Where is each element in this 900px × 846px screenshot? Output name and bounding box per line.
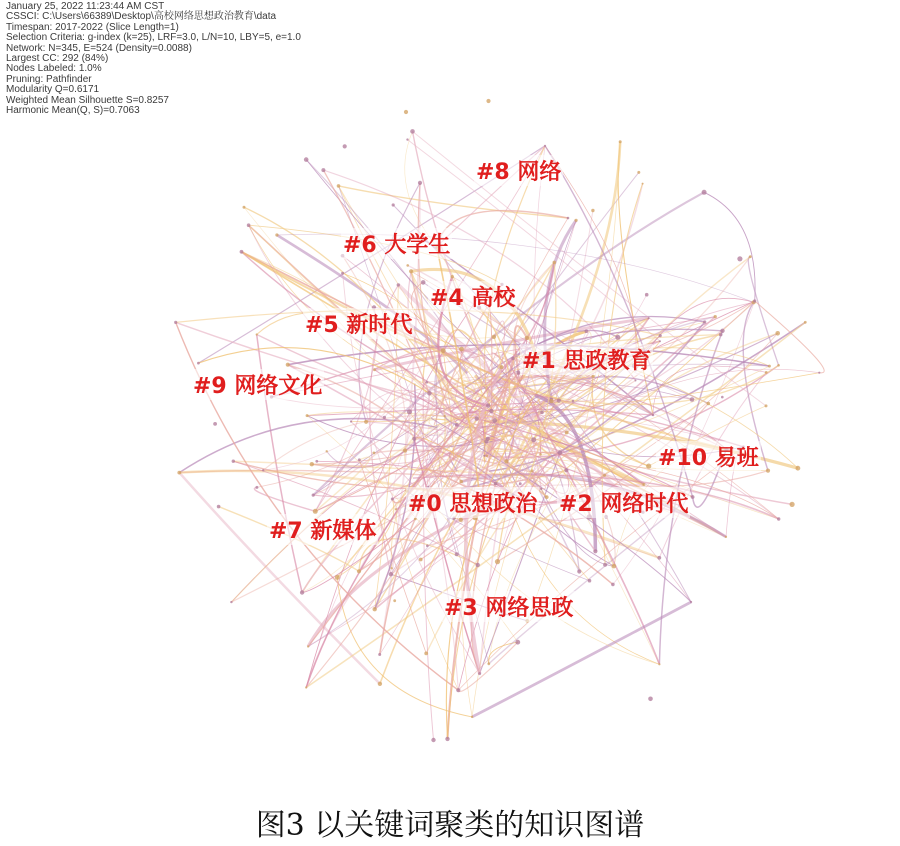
network-node <box>777 364 780 367</box>
info-date: January 25, 2022 11:23:44 AM CST <box>6 1 165 12</box>
network-node <box>637 171 640 174</box>
network-node <box>444 415 446 417</box>
network-node <box>378 653 381 656</box>
network-node <box>818 372 820 374</box>
network-node <box>492 418 497 423</box>
cluster-label-7: #7 新媒体 <box>267 514 378 545</box>
network-node <box>766 469 770 473</box>
network-node <box>540 488 542 490</box>
network-node <box>393 599 396 602</box>
network-node <box>557 399 561 403</box>
network-node <box>459 518 463 522</box>
network-node <box>720 329 724 333</box>
network-node <box>373 452 376 455</box>
network-node <box>230 601 232 603</box>
network-node <box>406 138 408 140</box>
network-node <box>659 334 662 337</box>
network-node <box>459 347 464 352</box>
network-node <box>177 471 181 475</box>
network-node <box>326 450 328 452</box>
network-node <box>483 455 485 457</box>
network-node <box>592 375 595 378</box>
network-node <box>603 474 606 477</box>
network-node <box>378 682 382 686</box>
network-node <box>404 110 408 114</box>
cluster-label-2: #2 网络时代 <box>557 487 690 518</box>
network-node <box>611 583 615 587</box>
network-node <box>652 414 654 416</box>
network-node <box>777 517 780 520</box>
network-node <box>790 502 795 507</box>
network-node <box>304 157 309 162</box>
network-node <box>445 737 449 741</box>
network-node <box>197 362 200 365</box>
network-node <box>391 567 393 569</box>
cluster-label-4: #4 高校 <box>428 281 517 312</box>
network-node <box>489 409 493 413</box>
network-node <box>558 450 563 455</box>
network-node <box>426 381 429 384</box>
network-node <box>397 283 400 286</box>
network-node <box>635 380 637 382</box>
network-node <box>515 640 520 645</box>
network-node <box>714 315 717 318</box>
network-node <box>642 183 644 185</box>
network-node <box>702 190 707 195</box>
network-node <box>648 317 650 319</box>
info-modularity: Modularity Q=0.6171 <box>6 84 100 96</box>
network-node <box>495 559 500 564</box>
network-node <box>419 558 423 562</box>
network-node <box>525 336 529 340</box>
network-node <box>455 423 459 427</box>
network-node <box>456 688 460 692</box>
network-node <box>591 209 594 212</box>
network-node <box>350 420 352 422</box>
cluster-label-10: #10 易班 <box>656 441 761 472</box>
network-node <box>478 672 481 675</box>
network-node <box>240 250 244 254</box>
network-node <box>441 348 446 353</box>
network-node <box>256 333 258 335</box>
cluster-label-5: #5 新时代 <box>303 308 414 339</box>
network-node <box>585 329 589 333</box>
network-node <box>409 269 413 273</box>
network-node <box>494 482 498 486</box>
network-node <box>300 590 304 594</box>
network-node <box>504 459 508 463</box>
network-node <box>315 460 318 463</box>
network-node <box>572 400 575 403</box>
network-node <box>648 697 653 702</box>
network-edges <box>176 131 824 740</box>
network-node <box>451 275 454 278</box>
network-node <box>531 469 534 472</box>
network-node <box>487 662 490 665</box>
network-node <box>749 255 752 258</box>
cluster-label-3: #3 网络思政 <box>442 591 575 622</box>
network-node <box>389 572 393 576</box>
network-node <box>247 223 251 227</box>
info-nodes-labeled: Nodes Labeled: 1.0% <box>6 63 102 75</box>
info-pruning: Pruning: Pathfinder <box>6 73 92 85</box>
network-node <box>612 564 617 569</box>
network-node <box>341 272 344 275</box>
cluster-label-9: #9 网络文化 <box>191 369 324 400</box>
network-node <box>312 494 315 497</box>
network-node <box>796 466 801 471</box>
network-node <box>357 569 361 573</box>
cluster-label-1: #1 思政教育 <box>520 344 653 375</box>
info-silhouette: Weighted Mean Silhouette S=0.8257 <box>6 94 169 106</box>
network-node <box>395 508 397 510</box>
info-harmonic-mean: Harmonic Mean(Q, S)=0.7063 <box>6 105 140 117</box>
network-node <box>306 414 309 417</box>
network-node <box>358 458 361 461</box>
network-node <box>275 233 278 236</box>
network-node <box>232 460 235 463</box>
network-node <box>418 181 422 185</box>
info-selection-criteria: Selection Criteria: g-index (k=25), LRF=3.0, L/N=10, LBY=5, e=1.0 <box>6 32 301 44</box>
network-node <box>737 256 742 261</box>
figure-caption: 图3 以关键词聚类的知识图谱 <box>255 808 645 843</box>
network-node <box>765 371 768 374</box>
cluster-label-6: #6 大学生 <box>341 228 452 259</box>
network-node <box>545 495 549 499</box>
network-node <box>721 396 724 399</box>
network-node <box>217 505 221 509</box>
cluster-label-0: #0 思想政治 <box>406 487 539 518</box>
network-node <box>567 217 570 220</box>
network-edge <box>704 192 755 301</box>
network-node <box>213 422 217 426</box>
network-node <box>174 321 177 324</box>
network-node <box>307 645 309 647</box>
network-node <box>364 420 368 424</box>
network-node <box>427 391 432 396</box>
network-node <box>657 556 661 560</box>
network-node <box>659 340 661 342</box>
network-node <box>588 579 592 583</box>
network-node <box>243 206 246 209</box>
network-node <box>753 299 756 302</box>
network-node <box>575 219 578 222</box>
network-node <box>544 145 546 147</box>
network-node <box>707 402 711 406</box>
network-node <box>412 437 416 441</box>
network-node <box>553 261 557 265</box>
network-node <box>484 439 488 443</box>
network-node <box>804 321 807 324</box>
network-node <box>619 140 622 143</box>
network-node <box>690 601 692 603</box>
network-node <box>459 480 463 484</box>
network-node <box>645 293 649 297</box>
network-node <box>486 99 490 103</box>
network-node <box>403 448 407 452</box>
network-node <box>455 552 459 556</box>
network-node <box>564 468 568 472</box>
network-node <box>286 363 290 367</box>
info-timespan: Timespan: 2017-2022 (Slice Length=1) <box>6 21 179 33</box>
network-node <box>255 486 258 489</box>
network-node <box>426 544 429 547</box>
network-node <box>768 365 771 368</box>
network-node <box>406 264 409 267</box>
network-node <box>690 397 695 402</box>
network-node <box>642 483 645 486</box>
network-node <box>646 464 651 469</box>
network-node <box>335 575 340 580</box>
info-network-size: Network: N=345, E=524 (Density=0.0088) <box>6 42 192 54</box>
citespace-info-panel <box>6 2 301 116</box>
network-node <box>539 453 542 456</box>
network-node <box>603 563 607 567</box>
network-node <box>549 399 553 403</box>
network-node <box>765 404 768 407</box>
network-node <box>262 469 264 471</box>
network-node <box>719 333 723 337</box>
network-node <box>383 416 386 419</box>
network-node <box>593 549 597 553</box>
network-node <box>500 365 504 369</box>
network-node <box>407 409 412 414</box>
network-node <box>410 129 415 134</box>
info-data-path: CSSCI: C:\Users\66389\Desktop\高校网络思想政治教育\data <box>6 11 277 23</box>
network-node <box>391 498 394 501</box>
network-node <box>321 168 325 172</box>
network-node <box>615 335 620 340</box>
network-node <box>392 203 395 206</box>
network-node <box>691 495 695 499</box>
network-node <box>658 663 660 665</box>
network-node <box>565 431 569 435</box>
network-node <box>486 455 488 457</box>
network-node <box>486 403 490 407</box>
network-node <box>337 184 341 188</box>
cluster-label-8: #8 网络 <box>474 155 563 186</box>
network-node <box>703 320 706 323</box>
network-node <box>343 144 347 148</box>
network-node <box>531 437 536 442</box>
info-largest-cc: Largest CC: 292 (84%) <box>6 53 109 65</box>
network-node <box>577 569 581 573</box>
network-node <box>540 411 544 415</box>
network-node <box>511 357 514 360</box>
network-node <box>519 482 522 485</box>
network-node <box>492 335 496 339</box>
network-node <box>725 536 727 538</box>
network-node <box>305 686 307 688</box>
network-node <box>476 563 480 567</box>
network-node <box>373 368 376 371</box>
network-node <box>431 738 435 742</box>
network-node <box>471 716 473 718</box>
network-node <box>373 607 377 611</box>
network-node <box>775 331 780 336</box>
network-node <box>424 652 428 656</box>
network-node <box>421 280 426 285</box>
network-node <box>310 462 314 466</box>
network-node <box>475 416 479 420</box>
